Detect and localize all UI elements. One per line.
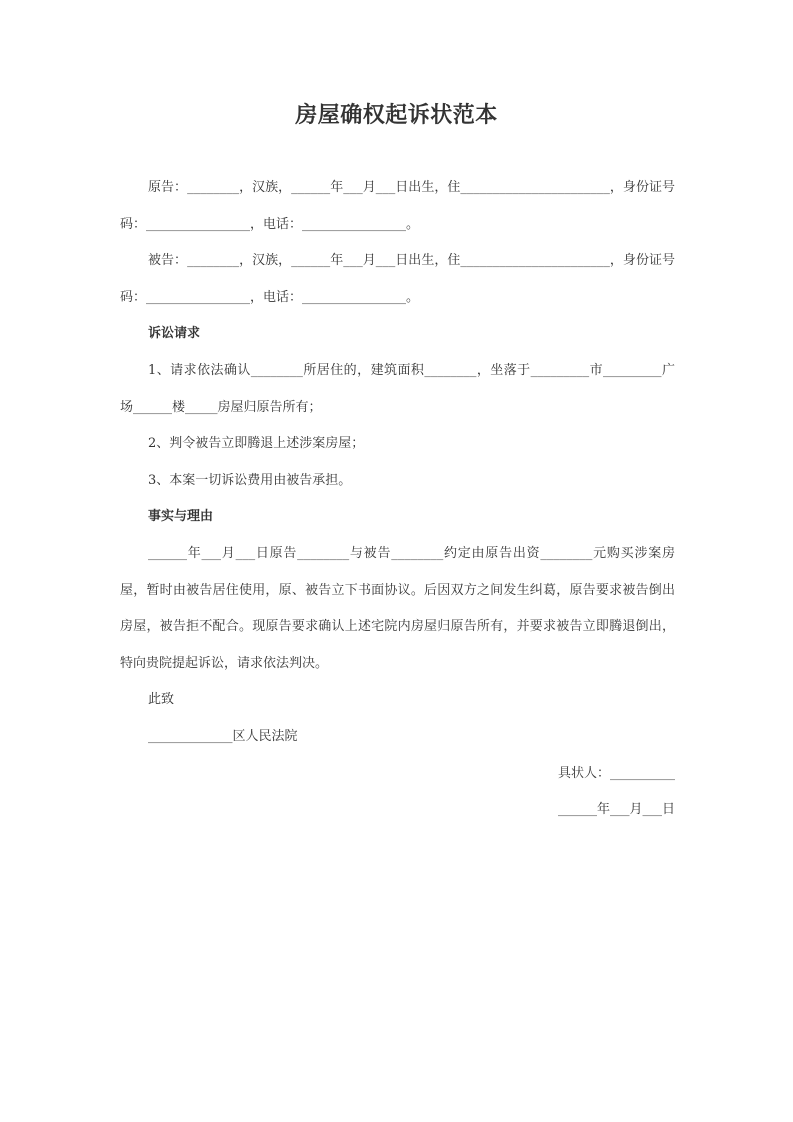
signer-line: 具状人：__________ xyxy=(557,765,675,781)
claim-item-1: 1、请求依法确认________所居住的，建筑面积________，坐落于_________市_________广场______楼_____房屋归原告所有； xyxy=(120,362,675,415)
claims-heading: 诉讼请求 xyxy=(148,326,201,342)
salutation: 此致 xyxy=(148,692,175,708)
facts-paragraph: ______年___月___日原告________与被告________约定由原告出资________元购买涉案房屋，暂时由被告居住使用，原、被告立下书面协议。后因双方之间发生纠葛，原告要求被告倒出房屋，被告拒不配合。现原告要求确认上述宅院内房屋归原告所有，并要求被告立即腾退倒出，特向贵院提起诉讼，请求依法判决。 xyxy=(120,545,675,671)
facts-heading: 事实与理由 xyxy=(148,509,214,525)
document-title: 房屋确权起诉状范本 xyxy=(295,103,498,128)
claim-item-3: 3、本案一切诉讼费用由被告承担。 xyxy=(148,472,352,488)
plaintiff-info-paragraph: 原告：________，汉族，______年___月___日出生，住_______________________，身份证号码：________________，电话：________________。 xyxy=(120,180,675,232)
document-body xyxy=(120,170,675,829)
claim-item-2: 2、判令被告立即腾退上述涉案房屋； xyxy=(148,436,365,452)
date-line: ______年___月___日 xyxy=(557,802,675,818)
court-addressee: _____________区人民法院 xyxy=(148,728,298,744)
defendant-info-paragraph: 被告：________，汉族，______年___月___日出生，住_______________________，身份证号码：________________，电话：________________。 xyxy=(120,253,675,305)
